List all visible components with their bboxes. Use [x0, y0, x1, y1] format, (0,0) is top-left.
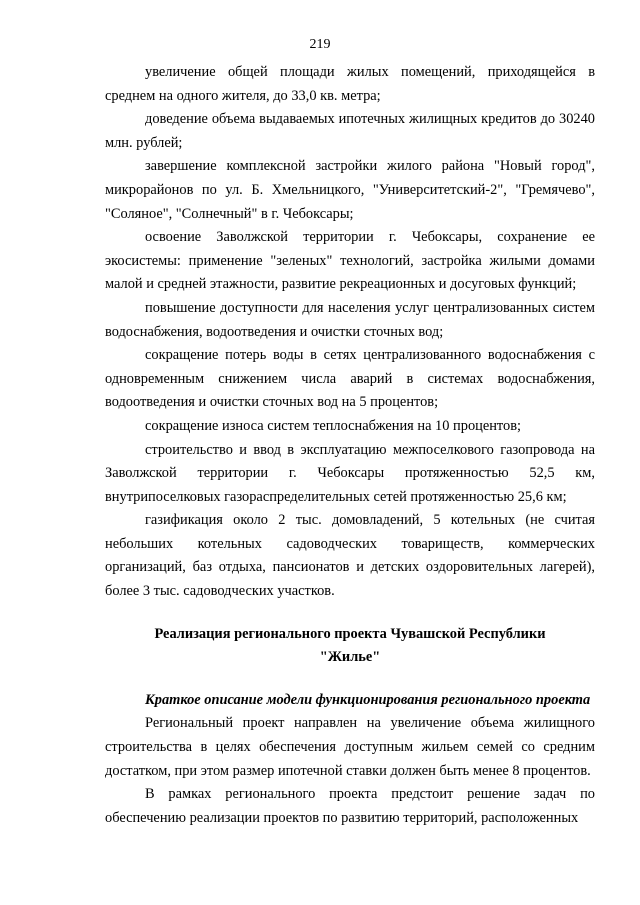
list-item-heating-wear-reduction: сокращение износа систем теплоснабжения на 10 процентов;: [145, 417, 522, 434]
page-content: [105, 61, 595, 830]
section-title-line-2: "Жилье": [319, 649, 381, 666]
list-item-gas-pipeline: строительство и ввод в эксплуатацию межпоселкового газопровода на Заволжской территории г. Чебоксары протяженностью 52,5 км, внутрипоселковых газораспределительных сетей протяженностью 25,6 км;: [105, 441, 595, 505]
list-item-water-loss-reduction: сокращение потерь воды в сетях централизованного водоснабжения с одновременным снижением числа аварий в системах водоснабжения, водоотведения и очистки сточных вод на 5 процентов;: [105, 347, 595, 411]
list-item-water-services-access: повышение доступности для населения услуг централизованных систем водоснабжения, водоотведения и очистки сточных вод;: [105, 299, 595, 340]
list-item-living-area: увеличение общей площади жилых помещений, приходящейся в среднем на одного жителя, до 33,0 кв. метра;: [105, 64, 595, 104]
paragraph-project-tasks: В рамках регионального проекта предстоит решение задач по обеспечению реализации проектов по развитию территорий, расположенных: [105, 786, 595, 826]
paragraph-project-goal: Региональный проект направлен на увеличение объема жилищного строительства в целях обеспечения доступным жильем семей со средним достатком, при этом размер ипотечной ставки должен быть менее 8 процентов.: [105, 715, 595, 779]
list-item-mortgage-volume: доведение объема выдаваемых ипотечных жилищных кредитов до 30240 млн. рублей;: [105, 111, 595, 151]
section-heading: [105, 623, 595, 670]
list-item-complex-development: завершение комплексной застройки жилого района "Новый город", микрорайонов по ул. Б. Хмельницкого, "Университетский-2", "Гремячево", "Соляное", "Солнечный" в г. Чебоксары;: [105, 158, 595, 222]
list-item-zavolzhskaya-territory: освоение Заволжской территории г. Чебоксары, сохранение ее экосистемы: применение "зеленых" технологий, застройка жилыми домами малой и средней этажности, развитие рекреационных и досуговых функций;: [105, 229, 595, 293]
page-number: 219: [309, 37, 331, 52]
section-title-line-1: Реализация регионального проекта Чувашской Республики: [154, 625, 546, 642]
list-item-gasification: газификация около 2 тыс. домовладений, 5 котельных (не считая небольших котельных садоводческих товариществ, коммерческих организаций, баз отдыха, пансионатов и детских оздоровительных лагерей), более 3 тыс. садоводческих участков.: [105, 512, 595, 600]
subsection-heading: Краткое описание модели функционирования регионального проекта: [145, 691, 591, 708]
